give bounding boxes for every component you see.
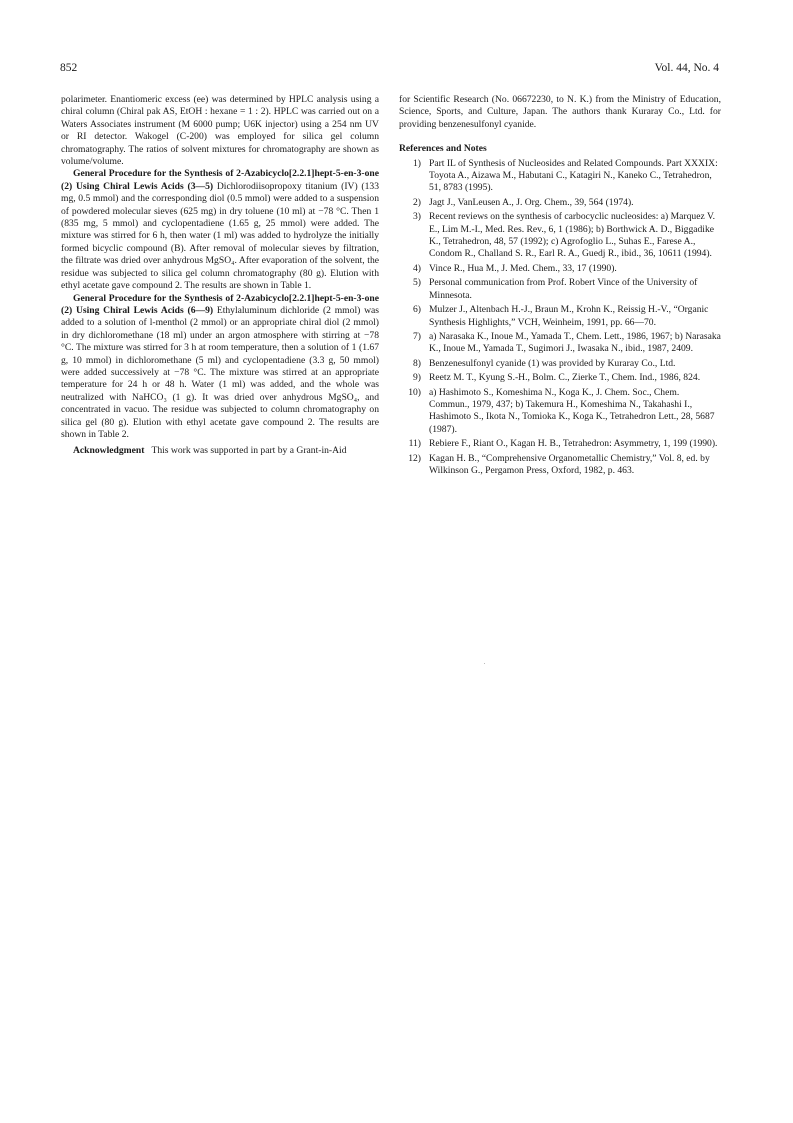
reference-text: Benzenesulfonyl cyanide (1) was provided by Kuraray Co., Ltd. [429,357,676,369]
right-column [399,94,721,477]
reference-item [399,453,721,478]
reference-item [399,331,721,356]
procedure-2-paragraph [61,293,379,442]
reference-text: a) Hashimoto S., Komeshima N., Koga K., J. Chem. Soc., Chem. Commun., 1979, 437; b) Takemura H., Komeshima N., Takahashi I., Hashimoto S., Ikota N., Tomioka K., Koga K., Tetrahedron Lett., 28, 5687 (1987). [429,386,715,435]
page-number: 852 [60,62,78,74]
reference-text: Rebiere F., Riant O., Kagan H. B., Tetrahedron: Asymmetry, 1, 199 (1990). [429,438,718,450]
reference-text: Personal communication from Prof. Robert Vince of the University of Minnesota. [429,277,698,301]
reference-text: Recent reviews on the synthesis of carbocyclic nucleosides: a) Marquez V. E., Lim M.-I., Med. Res. Rev., 6, 1 (1986); b) Borthwick A. D., Biggadike K., Tetrahedron, 48, 57 (1992); c) Agrofoglio L., Suhas E., Farese A., Condom R., Challand S. R., Earl R. A., Guedj R., ibid., 36, 10611 (1994). [429,211,716,260]
acknowledgment-heading: Acknowledgment [73,445,145,457]
reference-number: 10) [408,386,421,398]
reference-text: a) Narasaka K., Inoue M., Yamada T., Chem. Lett., 1986, 1967; b) Narasaka K., Inoue M., Yamada T., Sugimori J., Iwasaka N., ibid., 1987, 2409. [429,330,721,355]
reference-number: 2) [413,196,421,208]
reference-number: 12) [408,452,421,464]
reference-number: 3) [413,211,421,223]
reference-number: 6) [413,304,421,316]
procedure-1-paragraph [61,168,379,292]
reference-text: Mulzer J., Altenbach H.-J., Braun M., Krohn K., Reissig H.-V., “Organic Synthesis Highlights,” VCH, Weinheim, 1991, pp. 66—70. [429,304,709,328]
acknowledgment-paragraph [61,445,379,457]
reference-number: 1) [413,157,421,169]
references-heading: References and Notes [399,143,487,155]
acknowledgment-continued: for Scientific Research (No. 06672230, to N. K.) from the Ministry of Education, Science, Sports, and Culture, Japan. The authors thank Kuraray Co., Ltd. for providing benzenesulfonyl cyanide. [399,94,721,130]
reference-text: Jagt J., VanLeusen A., J. Org. Chem., 39, 564 (1974). [429,196,634,208]
reference-text: Kagan H. B., “Comprehensive Organometallic Chemistry,” Vol. 8, ed. by Wilkinson G., Pergamon Press, Oxford, 1982, p. 463. [429,452,710,476]
reference-item [399,263,721,275]
reference-item [399,197,721,209]
reference-number: 4) [413,262,421,274]
reference-item [399,211,721,261]
journal-volume: Vol. 44, No. 4 [654,62,719,74]
procedure-1-body: Dichlorodiisopropoxy titanium (IV) (133 mg, 0.5 mmol) and the corresponding diol (0.5 mmol) were added to a suspension of powdered molecular sieves (625 mg) in dry toluene (10 ml) at −78 °C. Then 1 (835 mg, 5 mmol) and cyclopentadiene (1.65 g, 25 mmol) were added. The mixture was stirred for 6 h, then water (1 ml) was added to hydrolyze the initially formed bicyclic compound (B). After removal of molecular sieves by filtration, the filtrate was dried over anhydrous MgSO₄. After evaporation of the solvent, the residue was subjected to silica gel column chromatography (80 g). Elution with ethyl acetate gave compound 2. The results are shown in Table 1. [61,180,379,292]
reference-text: Part IL of Synthesis of Nucleosides and Related Compounds. Part XXXIX: Toyota A., Aizawa M., Habutani C., Katagiri N., Kaneko C., Tetrahedron, 51, 8783 (1995). [429,157,718,194]
reference-number: 11) [408,438,421,450]
references-list [399,158,721,478]
procedure-2-body: Ethylaluminum dichloride (2 mmol) was added to a solution of l-menthol (2 mmol) or an appropriate chiral diol (2 mmol) in dry dichloromethane (18 ml) under an argon atmosphere with stirring at −78 °C. The mixture was stirred for 3 h at room temperature, then a solution of 1 (1.67 g, 10 mmol) in dichloromethane (5 ml) and cyclopentadiene (3.3 g, 50 mmol) were added successively at −78 °C. The mixture was stirred at an appropriate temperature for 24 h or 48 h. Water (1 ml) was added, and the whole was neutralized with NaHCO₃ (1 g). It was dried over anhydrous MgSO₄, and concentrated in vacuo. The residue was subjected to column chromatography on silica gel (80 g). Elution with ethyl acetate gave compound 2. The results are shown in Table 2. [61,304,379,440]
reference-number: 8) [413,357,421,369]
reference-number: 9) [413,372,421,384]
procedure-1-heading: General Procedure for the Synthesis of 2-Azabicyclo[2.2.1]hept-5-en-3-one (2) Using Chiral Lewis Acids (3—5) [61,168,379,192]
reference-item [399,438,721,450]
scan-speck [484,663,485,664]
acknowledgment-body: This work was supported in part by a Grant-in-Aid [151,445,347,457]
procedure-2-heading: General Procedure for the Synthesis of 2-Azabicyclo[2.2.1]hept-5-en-3-one (2) Using Chiral Lewis Acids (6—9) [61,292,379,316]
reference-text: Vince R., Hua M., J. Med. Chem., 33, 17 (1990). [429,262,617,274]
left-column [61,94,379,458]
reference-number: 5) [413,277,421,289]
reference-item [399,277,721,302]
reference-item [399,372,721,384]
reference-number: 7) [413,330,421,342]
reference-item [399,304,721,329]
reference-item [399,387,721,437]
reference-text: Reetz M. T., Kyung S.-H., Bolm. C., Zierke T., Chem. Ind., 1986, 824. [429,372,701,384]
reference-item [399,358,721,370]
reference-item [399,158,721,195]
intro-paragraph: polarimeter. Enantiomeric excess (ee) was determined by HPLC analysis using a chiral column (Chiral pak AS, EtOH : hexane = 1 : 2). HPLC was carried out on a Waters Associates instrument (M 6000 pump; U6K injector) using a 254 nm UV or RI detector. Wakogel (C-200) was employed for silica gel column chromatography. The ratios of solvent mixtures for chromatography are shown as volume/volume. [61,94,379,168]
